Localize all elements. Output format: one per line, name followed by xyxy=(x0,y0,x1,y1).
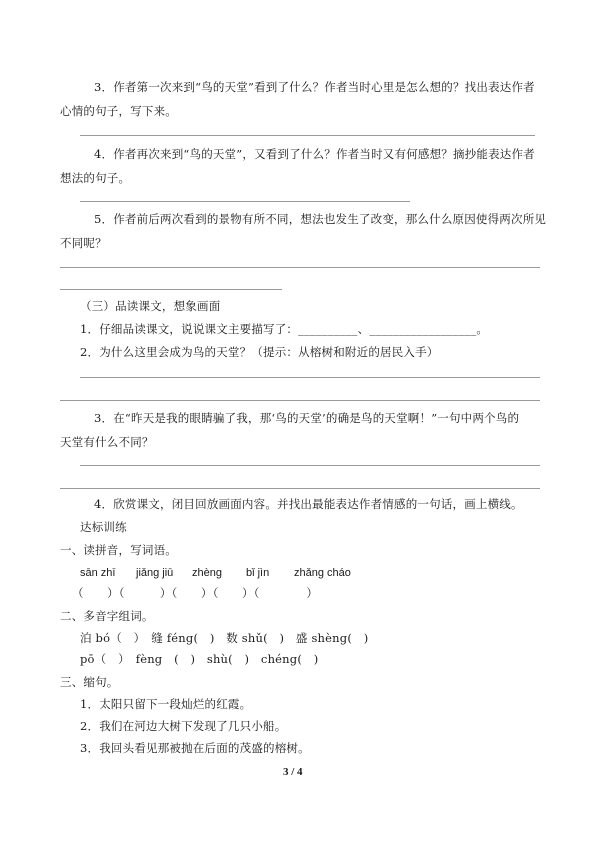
answer-line xyxy=(60,289,282,290)
sentence-1: 1．太阳只留下一段灿烂的红霞。 xyxy=(80,697,252,711)
answer-line xyxy=(60,400,540,401)
answer-line xyxy=(80,377,540,378)
part1-heading: 一、读拼音，写词语。 xyxy=(60,543,177,557)
pinyin-item: jiǎng jiū xyxy=(136,567,174,579)
page-number: 3 / 4 xyxy=(283,766,303,778)
polyphone-row1: 泊 bó（ ） 缝 féng( ) 数 shǔ( ) 盛 shèng( ) xyxy=(80,631,369,645)
q5-line2: 不同呢？ xyxy=(60,236,107,250)
section3-heading: （三）品读课文，想象画面 xyxy=(80,299,221,313)
q4-line2: 想法的句子。 xyxy=(60,171,131,185)
answer-line xyxy=(80,201,410,202)
part3-heading: 三、缩句。 xyxy=(60,675,119,689)
answer-line xyxy=(80,465,540,466)
pinyin-item: zhǎng cháo xyxy=(294,567,351,579)
section3-q2: 2．为什么这里会成为鸟的天堂？（提示：从榕树和附近的居民入手） xyxy=(80,345,439,359)
q3-line2: 心情的句子，写下来。 xyxy=(60,104,177,118)
q4-line1: 4．作者再次来到“鸟的天堂”，又看到了什么？作者当时又有何感想？摘抄能表达作者 xyxy=(94,147,535,161)
q5-line1: 5．作者前后两次看到的景物有所不同，想法也发生了改变，那么什么原因使得两次所见 xyxy=(94,212,547,226)
answer-line xyxy=(60,488,540,489)
pinyin-item: bǐ jìn xyxy=(246,567,270,579)
part2-heading: 二、多音字组词。 xyxy=(60,609,154,623)
q3-line1: 3．作者第一次来到“鸟的天堂”看到了什么？作者当时心里是怎么想的？找出表达作者 xyxy=(94,80,535,94)
section3-q3-line1: 3．在“昨天是我的眼睛骗了我，那‘鸟的天堂’的确是鸟的天堂啊！”一句中两个鸟的 xyxy=(94,411,520,425)
section3-q4: 4．欣赏课文，闭目回放画面内容。并找出最能表达作者情感的一句话，画上横线。 xyxy=(94,497,523,511)
pinyin-item: zhèng xyxy=(192,567,222,579)
answer-line xyxy=(80,135,535,136)
section3-q3-line2: 天堂有什么不同？ xyxy=(60,435,154,449)
section3-q1: 1．仔细品读课文，说说课文主要描写了：__________、__________________。 xyxy=(80,322,489,336)
polyphone-row2: pō（ ） fèng ( ) shù( ) chéng( ) xyxy=(80,652,319,666)
answer-line xyxy=(60,267,540,268)
training-title: 达标训练 xyxy=(80,520,127,534)
pinyin-item: sān zhī xyxy=(80,567,116,579)
answer-brackets: （ ）（ ）（ ）（ ）（ ） xyxy=(72,586,319,600)
sentence-2: 2．我们在河边大树下发现了几只小船。 xyxy=(80,719,287,733)
sentence-3: 3．我回头看见那被抛在后面的茂盛的榕树。 xyxy=(80,741,310,755)
